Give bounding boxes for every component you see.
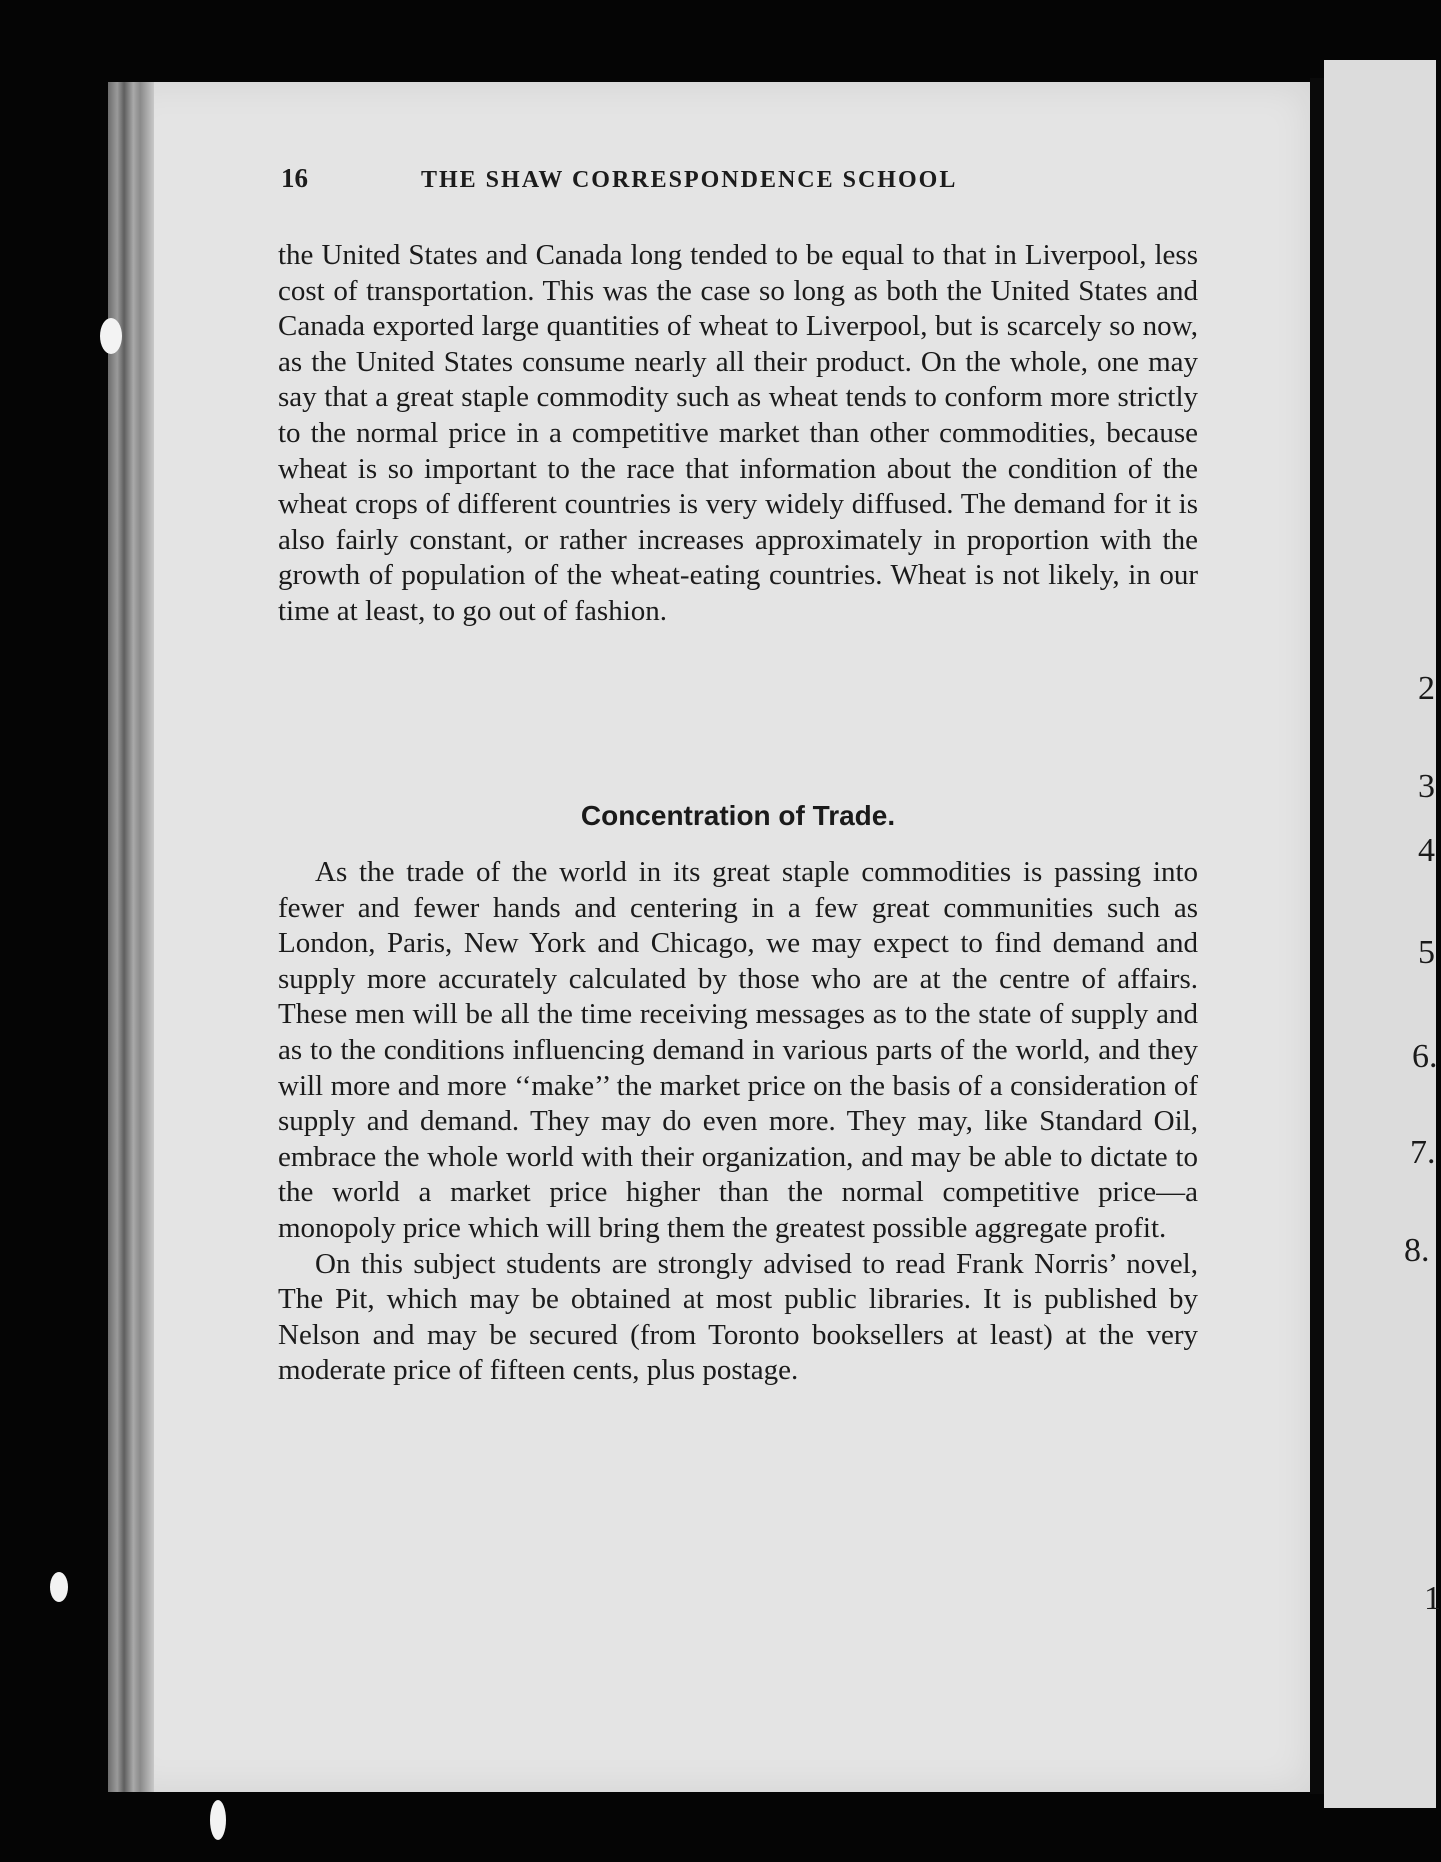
adjacent-margin-number: 6. bbox=[1412, 1038, 1438, 1075]
adjacent-margin-number: 1 bbox=[1424, 1580, 1441, 1617]
margin-speck bbox=[100, 318, 122, 354]
margin-speck bbox=[210, 1800, 226, 1840]
adjacent-margin-number: 4 bbox=[1418, 832, 1435, 869]
paragraph-3: On this subject students are strongly advised to read Frank Norris’ novel, The Pit, which may be obtained at most public libraries. It is published by Nelson and may be secured (from Toronto booksellers at least) at the very moderate price of fifteen cents, plus postage. bbox=[278, 1247, 1198, 1387]
section-heading: Concentration of Trade. bbox=[580, 800, 896, 831]
adjacent-margin-number: 3 bbox=[1418, 768, 1435, 805]
adjacent-margin-number: 2 bbox=[1418, 670, 1435, 707]
running-head bbox=[281, 163, 1061, 194]
margin-speck bbox=[50, 1572, 68, 1602]
running-head-title: THE SHAW CORRESPONDENCE SCHOOL bbox=[421, 167, 958, 193]
paragraph-1: the United States and Canada long tended to be equal to that in Liverpool, less cost of transportation. This was the case so long as both the United States and Canada exported large quantities of wheat to Liverpool, but is scarcely so now, as the United States consume nearly all their product. On the whole, one may say that a great staple commodity such as wheat tends to conform more strictly to the normal price in a competitive market than other commodities, because wheat is so important to the race that information about the condition of the wheat crops of different countries is very widely diffused. The demand for it is also fairly constant, or rather increases approximately in proportion with the growth of population of the wheat-eating countries. Wheat is not likely, in our time at least, to go out of fashion. bbox=[278, 239, 1198, 627]
paragraph-2: As the trade of the world in its great staple commodities is passing into fewer and fewer hands and centering in a few great communities such as London, Paris, New York and Chicago, we may expect to find demand and supply more accurately calculated by those who are at the centre of affairs. These men will be all the time receiving messages as to the state of supply and as to the conditions influencing demand in various parts of the world, and they will more and more ‘‘make’’ the market price on the basis of a consideration of supply and demand. They may do even more. They may, like Standard Oil, embrace the whole world with their organization, and may be able to dictate to the world a market price higher than the normal competitive price—a monopoly price which will bring them the greatest possible aggregate profit. bbox=[278, 856, 1198, 1244]
adjacent-margin-number: 5 bbox=[1418, 934, 1435, 971]
body-section-1 bbox=[278, 238, 1198, 630]
body-section-2 bbox=[278, 855, 1198, 1389]
adjacent-margin-number: 8. bbox=[1404, 1232, 1430, 1269]
adjacent-margin-number: 7. bbox=[1410, 1134, 1436, 1171]
page-number: 16 bbox=[281, 163, 308, 193]
page-gutter bbox=[1310, 78, 1324, 1794]
